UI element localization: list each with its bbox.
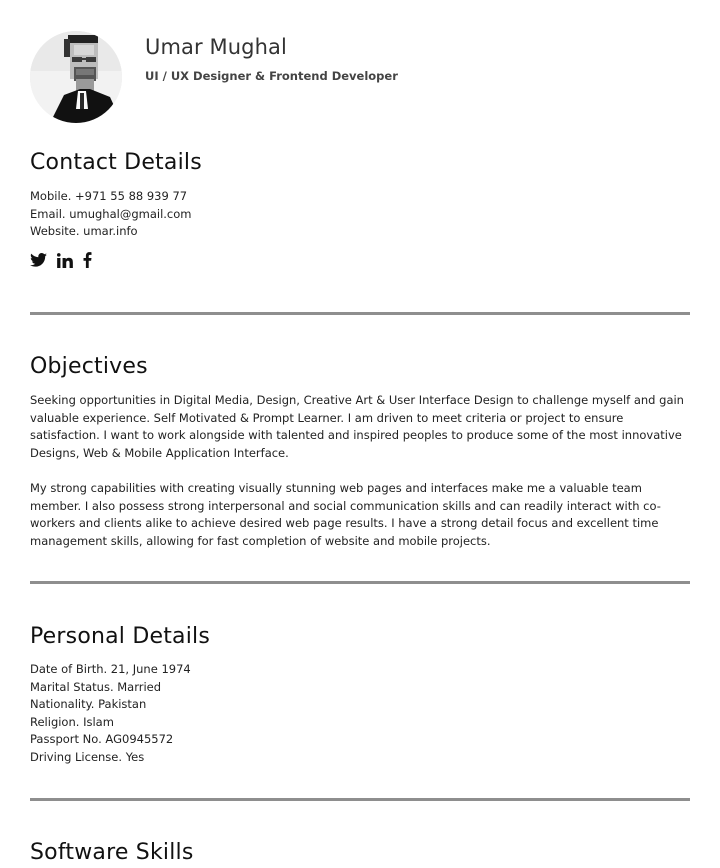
contact-website[interactable]: Website. umar.info	[30, 224, 138, 238]
linkedin-icon[interactable]	[57, 251, 73, 269]
personal-detail-item: Date of Birth. 21, June 1974	[30, 662, 191, 676]
objectives-paragraph-1: Seeking opportunities in Digital Media, Design, Creative Art & User Interface Design to challenge myself and gain valuable experience. Self Motivated & Prompt Learner. I am driven to meet criteria or project to ensure satisfaction. I want to work alongside with talented and inspired peoples to produce some of the most innovative Designs, Web & Mobile Application Interface.	[30, 393, 684, 460]
section-title-contact: Contact Details	[30, 150, 202, 175]
profile-role: UI / UX Designer & Frontend Developer	[145, 69, 398, 83]
section-title-personal: Personal Details	[30, 624, 210, 649]
section-divider	[30, 798, 690, 801]
profile-header	[30, 31, 690, 123]
personal-detail-item: Marital Status. Married	[30, 679, 162, 694]
personal-details-list	[30, 661, 692, 766]
contact-mobile: Mobile. +971 55 88 939 77	[30, 189, 188, 203]
avatar-photo	[30, 31, 122, 123]
personal-detail-item: Passport No. AG0945572	[30, 732, 174, 746]
twitter-icon[interactable]	[30, 251, 47, 269]
personal-detail-item: Religion. Islam	[30, 714, 114, 729]
avatar	[30, 31, 122, 123]
section-divider	[30, 581, 690, 584]
contact-email[interactable]: Email. umughal@gmail.com	[30, 206, 192, 221]
section-title-objectives: Objectives	[30, 354, 148, 379]
social-links	[30, 251, 92, 269]
section-divider	[30, 312, 690, 315]
profile-name: Umar Mughal	[145, 35, 287, 59]
personal-detail-item: Driving License. Yes	[30, 749, 145, 764]
section-title-software: Software Skills	[30, 840, 194, 865]
contact-info	[30, 188, 692, 241]
facebook-icon[interactable]	[83, 251, 92, 269]
objectives-paragraph-2: My strong capabilities with creating visually stunning web pages and interfaces make me a valuable team member. I also possess strong interpersonal and social communication skills and can readily interact with co-workers and clients alike to achieve desired web page results. I have a strong detail focus and excellent time management skills, allowing for fast completion of website and mobile projects.	[30, 481, 661, 548]
personal-detail-item: Nationality. Pakistan	[30, 697, 147, 711]
